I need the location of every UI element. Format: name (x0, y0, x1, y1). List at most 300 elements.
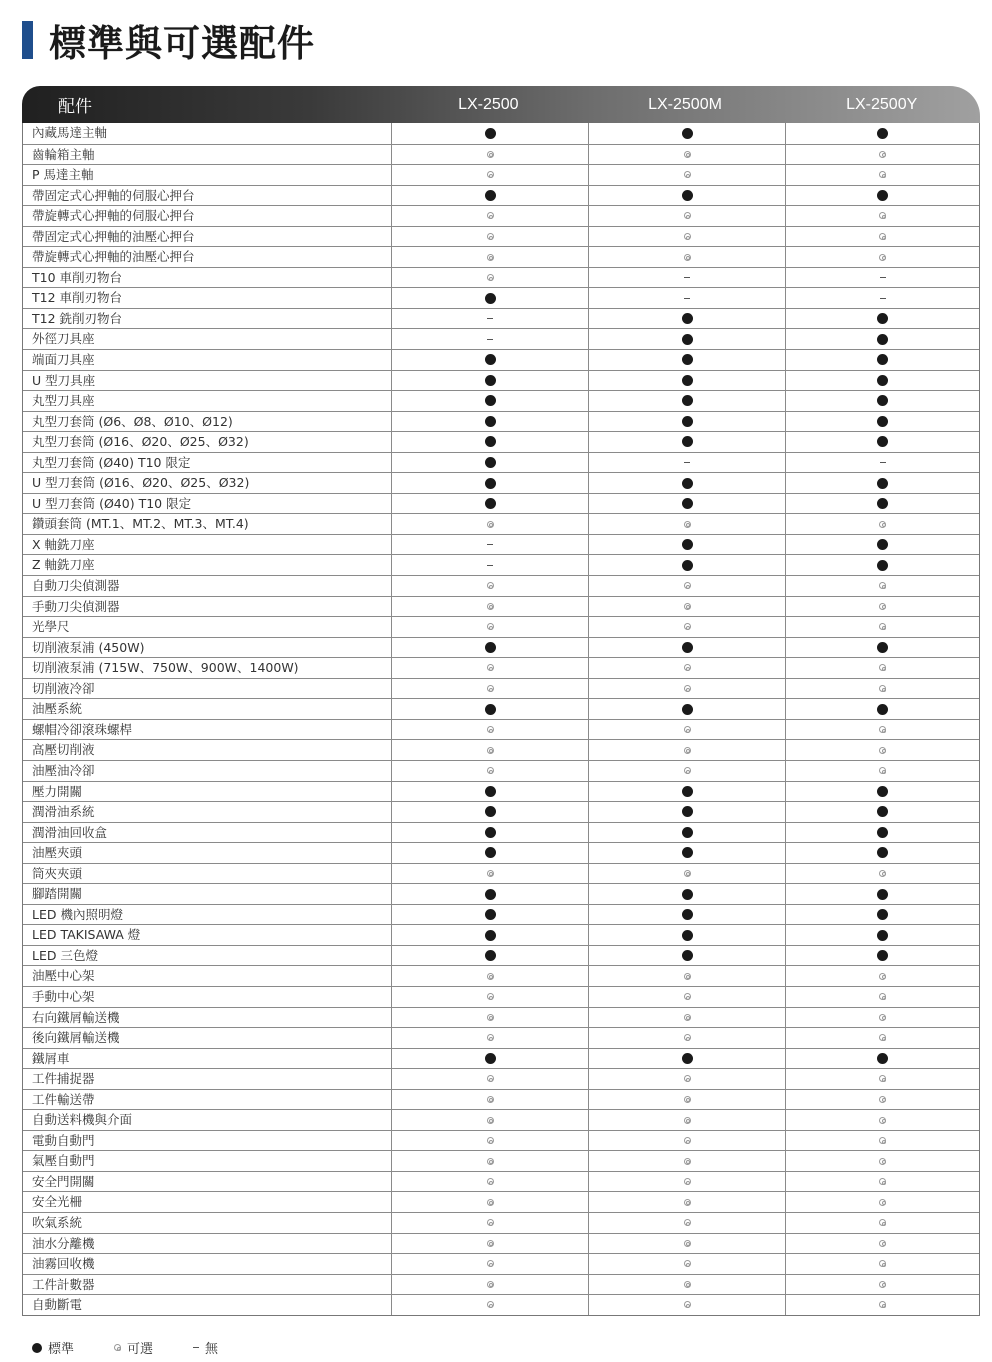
cell-lx-2500m (588, 350, 785, 370)
cell-lx-2500 (391, 1049, 588, 1069)
cell-lx-2500y (785, 638, 979, 658)
cell-lx-2500 (391, 761, 588, 781)
standard-dot-icon (485, 642, 496, 653)
standard-dot-icon (485, 930, 496, 941)
table-row (23, 719, 979, 740)
cell-lx-2500m (588, 1049, 785, 1069)
none-dash-icon (880, 277, 886, 278)
cell-lx-2500 (391, 309, 588, 329)
standard-dot-icon (877, 909, 888, 920)
cell-lx-2500y (785, 576, 979, 596)
optional-circle-icon (487, 726, 494, 733)
legend-optional (114, 1338, 153, 1357)
optional-circle-icon (487, 1240, 494, 1247)
standard-dot-icon (682, 847, 693, 858)
accessory-name: 切削液泵浦 (715W、750W、900W、1400W) (32, 660, 299, 676)
table-row (23, 945, 979, 966)
none-dash-icon (684, 277, 690, 278)
cell-lx-2500y (785, 186, 979, 206)
cell-lx-2500m (588, 391, 785, 411)
standard-dot-icon (485, 806, 496, 817)
cell-lx-2500m (588, 371, 785, 391)
cell-lx-2500 (391, 1151, 588, 1171)
optional-circle-icon (684, 1137, 691, 1144)
header-lx-2500y: LX-2500Y (846, 95, 918, 113)
cell-lx-2500y (785, 268, 979, 288)
accessory-name: 帶固定式心押軸的伺服心押台 (32, 187, 195, 203)
cell-lx-2500y (785, 227, 979, 247)
table-row (23, 637, 979, 658)
table-row (23, 1171, 979, 1192)
table-row (23, 431, 979, 452)
optional-circle-icon (879, 1096, 886, 1103)
accessory-name: 工件捕捉器 (32, 1071, 95, 1087)
table-row (23, 1212, 979, 1233)
optional-circle-icon (879, 171, 886, 178)
standard-dot-icon (682, 950, 693, 961)
table-body (22, 123, 980, 1316)
optional-circle-icon (684, 254, 691, 261)
table-row (23, 678, 979, 699)
cell-lx-2500y (785, 679, 979, 699)
cell-lx-2500 (391, 823, 588, 843)
optional-circle-icon (879, 664, 886, 671)
accessory-name: 帶旋轉式心押軸的伺服心押台 (32, 208, 195, 224)
standard-dot-icon (485, 1053, 496, 1064)
accessory-name: 高壓切削液 (32, 742, 95, 758)
table-row (23, 144, 979, 165)
cell-lx-2500m (588, 1090, 785, 1110)
optional-circle-icon (879, 1014, 886, 1021)
cell-lx-2500y (785, 843, 979, 863)
none-dash-icon (684, 298, 690, 299)
optional-circle-icon (684, 747, 691, 754)
table-row (23, 698, 979, 719)
table-row (23, 616, 979, 637)
optional-circle-icon (684, 1075, 691, 1082)
cell-lx-2500m (588, 514, 785, 534)
optional-circle-icon (879, 1117, 886, 1124)
accessory-name: 油霧回收機 (32, 1256, 95, 1272)
table-row (23, 452, 979, 473)
optional-circle-icon (487, 212, 494, 219)
accessory-name: 內藏馬達主軸 (32, 125, 108, 140)
cell-lx-2500 (391, 1008, 588, 1028)
cell-lx-2500y (785, 453, 979, 473)
cell-lx-2500m (588, 473, 785, 493)
accessory-name: LED 三色燈 (32, 947, 98, 963)
standard-dot-icon (877, 642, 888, 653)
standard-dot-icon (682, 539, 693, 550)
cell-lx-2500y (785, 658, 979, 678)
accessory-name: 自動送料機與介面 (32, 1112, 133, 1128)
accessory-name: 帶旋轉式心押軸的油壓心押台 (32, 249, 195, 265)
page-title: 標準與可選配件 (49, 22, 315, 65)
accessory-name: 帶固定式心押軸的油壓心押台 (32, 228, 195, 244)
cell-lx-2500y (785, 145, 979, 165)
cell-lx-2500m (588, 782, 785, 802)
standard-dot-icon (485, 375, 496, 386)
optional-circle-icon (487, 1260, 494, 1267)
cell-lx-2500y (785, 1069, 979, 1089)
optional-circle-icon (487, 582, 494, 589)
cell-lx-2500y (785, 1275, 979, 1295)
none-dash-icon (487, 318, 493, 319)
cell-lx-2500m (588, 453, 785, 473)
header-lx-2500: LX-2500 (458, 95, 519, 113)
standard-dot-icon (682, 909, 693, 920)
cell-lx-2500 (391, 679, 588, 699)
standard-dot-icon (682, 395, 693, 406)
title-accent-bar (22, 21, 33, 59)
optional-circle-icon (684, 212, 691, 219)
optional-circle-icon (487, 233, 494, 240)
table-row (23, 534, 979, 555)
optional-circle-icon (684, 1199, 691, 1206)
accessory-name: 安全門開關 (32, 1173, 95, 1189)
cell-lx-2500m (588, 1172, 785, 1192)
cell-lx-2500m (588, 268, 785, 288)
cell-lx-2500y (785, 1254, 979, 1274)
cell-lx-2500 (391, 740, 588, 760)
optional-circle-icon (684, 993, 691, 1000)
optional-circle-icon (684, 1240, 691, 1247)
optional-circle-icon (879, 1034, 886, 1041)
accessory-name: 氣壓自動門 (32, 1153, 95, 1169)
optional-circle-icon (879, 623, 886, 630)
cell-lx-2500 (391, 371, 588, 391)
table-row (23, 760, 979, 781)
cell-lx-2500m (588, 638, 785, 658)
accessory-name: 外徑刀具座 (32, 331, 95, 347)
table-row (23, 1048, 979, 1069)
cell-lx-2500 (391, 350, 588, 370)
cell-lx-2500y (785, 288, 979, 308)
table-row (23, 657, 979, 678)
standard-dot-icon (682, 889, 693, 900)
optional-circle-icon (684, 151, 691, 158)
optional-circle-icon (684, 603, 691, 610)
cell-lx-2500y (785, 473, 979, 493)
optional-circle-icon (487, 623, 494, 630)
accessory-name: 丸型刀套筒 (Ø40) T10 限定 (32, 454, 191, 470)
optional-circle-icon (487, 685, 494, 692)
cell-lx-2500 (391, 638, 588, 658)
optional-circle-icon (879, 685, 886, 692)
standard-dot-icon (877, 498, 888, 509)
standard-dot-icon (682, 704, 693, 715)
standard-dot-icon (877, 436, 888, 447)
standard-dot-icon (877, 704, 888, 715)
cell-lx-2500 (391, 597, 588, 617)
accessory-name: T12 銑削刃物台 (32, 310, 123, 326)
table-row (23, 554, 979, 575)
standard-dot-icon (485, 457, 496, 468)
accessory-name: 切削液冷卻 (32, 680, 95, 696)
standard-dot-icon (485, 354, 496, 365)
table-row (23, 575, 979, 596)
optional-circle-icon (487, 1199, 494, 1206)
cell-lx-2500 (391, 966, 588, 986)
standard-dot-icon (877, 930, 888, 941)
table-row (23, 1068, 979, 1089)
table-row (23, 287, 979, 308)
header-accessory: 配件 (58, 97, 92, 117)
cell-lx-2500m (588, 1110, 785, 1130)
accessory-name: 油壓中心架 (32, 968, 95, 984)
cell-lx-2500m (588, 740, 785, 760)
optional-circle-icon (684, 1301, 691, 1308)
optional-circle-icon (879, 973, 886, 980)
cell-lx-2500y (785, 761, 979, 781)
standard-dot-icon (877, 478, 888, 489)
cell-lx-2500m (588, 1275, 785, 1295)
standard-dot-icon (682, 930, 693, 941)
table-row (23, 1294, 979, 1315)
optional-circle-icon (879, 603, 886, 610)
optional-circle-icon (487, 274, 494, 281)
table-row (23, 1089, 979, 1110)
cell-lx-2500y (785, 925, 979, 945)
optional-circle-icon (487, 747, 494, 754)
optional-circle-icon (487, 993, 494, 1000)
standard-dot-icon (682, 334, 693, 345)
cell-lx-2500m (588, 761, 785, 781)
cell-lx-2500 (391, 925, 588, 945)
accessory-name: LED TAKISAWA 燈 (32, 927, 141, 943)
table-row (23, 801, 979, 822)
accessory-name: 光學尺 (32, 619, 70, 635)
cell-lx-2500y (785, 329, 979, 349)
optional-circle-icon (114, 1344, 121, 1351)
accessory-name: 油壓夾頭 (32, 845, 83, 861)
optional-circle-icon (879, 993, 886, 1000)
standard-dot-icon (877, 313, 888, 324)
cell-lx-2500y (785, 802, 979, 822)
accessory-name: 右向鐵屑輸送機 (32, 1009, 120, 1025)
none-dash-icon (487, 544, 493, 545)
optional-circle-icon (487, 870, 494, 877)
accessory-name: 自動斷電 (32, 1297, 83, 1313)
cell-lx-2500m (588, 658, 785, 678)
cell-lx-2500 (391, 843, 588, 863)
accessory-name: 丸型刀具座 (32, 393, 95, 409)
cell-lx-2500y (785, 1008, 979, 1028)
optional-circle-icon (684, 521, 691, 528)
cell-lx-2500 (391, 1295, 588, 1315)
cell-lx-2500m (588, 1131, 785, 1151)
standard-dot-icon (682, 375, 693, 386)
optional-circle-icon (879, 1158, 886, 1165)
table-row (23, 246, 979, 267)
cell-lx-2500 (391, 1069, 588, 1089)
standard-dot-icon (682, 1053, 693, 1064)
cell-lx-2500 (391, 186, 588, 206)
cell-lx-2500 (391, 1131, 588, 1151)
cell-lx-2500y (785, 905, 979, 925)
cell-lx-2500 (391, 453, 588, 473)
standard-dot-icon (877, 786, 888, 797)
optional-circle-icon (487, 521, 494, 528)
accessory-name: 油壓系統 (32, 701, 83, 717)
table-row (23, 267, 979, 288)
cell-lx-2500y (785, 1172, 979, 1192)
table-row (23, 1007, 979, 1028)
cell-lx-2500m (588, 186, 785, 206)
cell-lx-2500 (391, 1275, 588, 1295)
cell-lx-2500 (391, 864, 588, 884)
cell-lx-2500y (785, 391, 979, 411)
cell-lx-2500m (588, 123, 785, 144)
cell-lx-2500 (391, 720, 588, 740)
cell-lx-2500y (785, 1028, 979, 1048)
accessory-name: 筒夾夾頭 (32, 865, 83, 881)
cell-lx-2500y (785, 123, 979, 144)
cell-lx-2500y (785, 720, 979, 740)
none-dash-icon (487, 339, 493, 340)
optional-circle-icon (879, 767, 886, 774)
table-row (23, 1233, 979, 1254)
standard-dot-icon (682, 642, 693, 653)
table-header (22, 86, 980, 123)
accessory-name: U 型刀套筒 (Ø16、Ø20、Ø25、Ø32) (32, 475, 250, 491)
cell-lx-2500m (588, 227, 785, 247)
cell-lx-2500m (588, 1192, 785, 1212)
standard-dot-icon (877, 827, 888, 838)
accessory-name: 齒輪箱主軸 (32, 146, 95, 162)
table-row (23, 185, 979, 206)
standard-dot-icon (485, 190, 496, 201)
cell-lx-2500m (588, 905, 785, 925)
cell-lx-2500m (588, 597, 785, 617)
optional-circle-icon (487, 254, 494, 261)
table-row (23, 1109, 979, 1130)
optional-circle-icon (879, 212, 886, 219)
standard-dot-icon (877, 354, 888, 365)
cell-lx-2500 (391, 1028, 588, 1048)
cell-lx-2500y (785, 1295, 979, 1315)
legend-standard (32, 1338, 74, 1357)
accessories-table (22, 86, 980, 1316)
standard-dot-icon (877, 1053, 888, 1064)
cell-lx-2500 (391, 412, 588, 432)
table-row (23, 883, 979, 904)
cell-lx-2500m (588, 946, 785, 966)
accessory-name: 吹氣系統 (32, 1214, 83, 1230)
cell-lx-2500m (588, 309, 785, 329)
table-row (23, 164, 979, 185)
standard-dot-icon (485, 416, 496, 427)
optional-circle-icon (879, 870, 886, 877)
accessory-name: 丸型刀套筒 (Ø6、Ø8、Ø10、Ø12) (32, 413, 233, 429)
cell-lx-2500 (391, 1213, 588, 1233)
cell-lx-2500 (391, 1172, 588, 1192)
legend (32, 1338, 258, 1357)
cell-lx-2500m (588, 679, 785, 699)
optional-circle-icon (684, 664, 691, 671)
standard-dot-icon (682, 786, 693, 797)
optional-circle-icon (879, 747, 886, 754)
standard-dot-icon (32, 1343, 42, 1353)
accessory-name: 油水分離機 (32, 1235, 95, 1251)
standard-dot-icon (877, 375, 888, 386)
optional-circle-icon (879, 1281, 886, 1288)
optional-circle-icon (487, 1117, 494, 1124)
table-row (23, 390, 979, 411)
table-row (23, 370, 979, 391)
accessory-name: 丸型刀套筒 (Ø16、Ø20、Ø25、Ø32) (32, 434, 249, 450)
cell-lx-2500y (785, 350, 979, 370)
cell-lx-2500m (588, 165, 785, 185)
optional-circle-icon (879, 1240, 886, 1247)
standard-dot-icon (682, 436, 693, 447)
cell-lx-2500y (785, 247, 979, 267)
cell-lx-2500m (588, 1295, 785, 1315)
cell-lx-2500m (588, 206, 785, 226)
cell-lx-2500m (588, 145, 785, 165)
optional-circle-icon (684, 685, 691, 692)
cell-lx-2500m (588, 720, 785, 740)
none-dash-icon (193, 1347, 199, 1348)
cell-lx-2500y (785, 412, 979, 432)
table-row (23, 1130, 979, 1151)
cell-lx-2500y (785, 432, 979, 452)
accessory-name: 油壓油冷卻 (32, 762, 95, 778)
cell-lx-2500y (785, 1234, 979, 1254)
cell-lx-2500 (391, 165, 588, 185)
accessory-name: 鐵屑車 (32, 1050, 70, 1066)
standard-dot-icon (485, 909, 496, 920)
legend-none-label: 無 (205, 1342, 219, 1357)
cell-lx-2500y (785, 1049, 979, 1069)
cell-lx-2500y (785, 699, 979, 719)
accessory-name: 電動自動門 (32, 1132, 95, 1148)
accessory-name: U 型刀具座 (32, 372, 96, 388)
legend-optional-label: 可選 (127, 1342, 154, 1357)
cell-lx-2500y (785, 371, 979, 391)
standard-dot-icon (485, 704, 496, 715)
cell-lx-2500 (391, 987, 588, 1007)
standard-dot-icon (485, 128, 496, 139)
optional-circle-icon (487, 171, 494, 178)
standard-dot-icon (877, 847, 888, 858)
cell-lx-2500m (588, 925, 785, 945)
cell-lx-2500y (785, 782, 979, 802)
optional-circle-icon (684, 171, 691, 178)
cell-lx-2500m (588, 1069, 785, 1089)
none-dash-icon (880, 298, 886, 299)
standard-dot-icon (485, 847, 496, 858)
standard-dot-icon (682, 313, 693, 324)
cell-lx-2500 (391, 699, 588, 719)
optional-circle-icon (487, 1178, 494, 1185)
cell-lx-2500 (391, 329, 588, 349)
standard-dot-icon (682, 560, 693, 571)
cell-lx-2500m (588, 288, 785, 308)
optional-circle-icon (487, 973, 494, 980)
optional-circle-icon (487, 1219, 494, 1226)
cell-lx-2500 (391, 555, 588, 575)
cell-lx-2500 (391, 288, 588, 308)
cell-lx-2500y (785, 946, 979, 966)
cell-lx-2500m (588, 576, 785, 596)
cell-lx-2500 (391, 658, 588, 678)
cell-lx-2500y (785, 597, 979, 617)
accessory-name: 壓力開關 (32, 783, 83, 799)
cell-lx-2500 (391, 802, 588, 822)
optional-circle-icon (879, 1075, 886, 1082)
table-row (23, 308, 979, 329)
